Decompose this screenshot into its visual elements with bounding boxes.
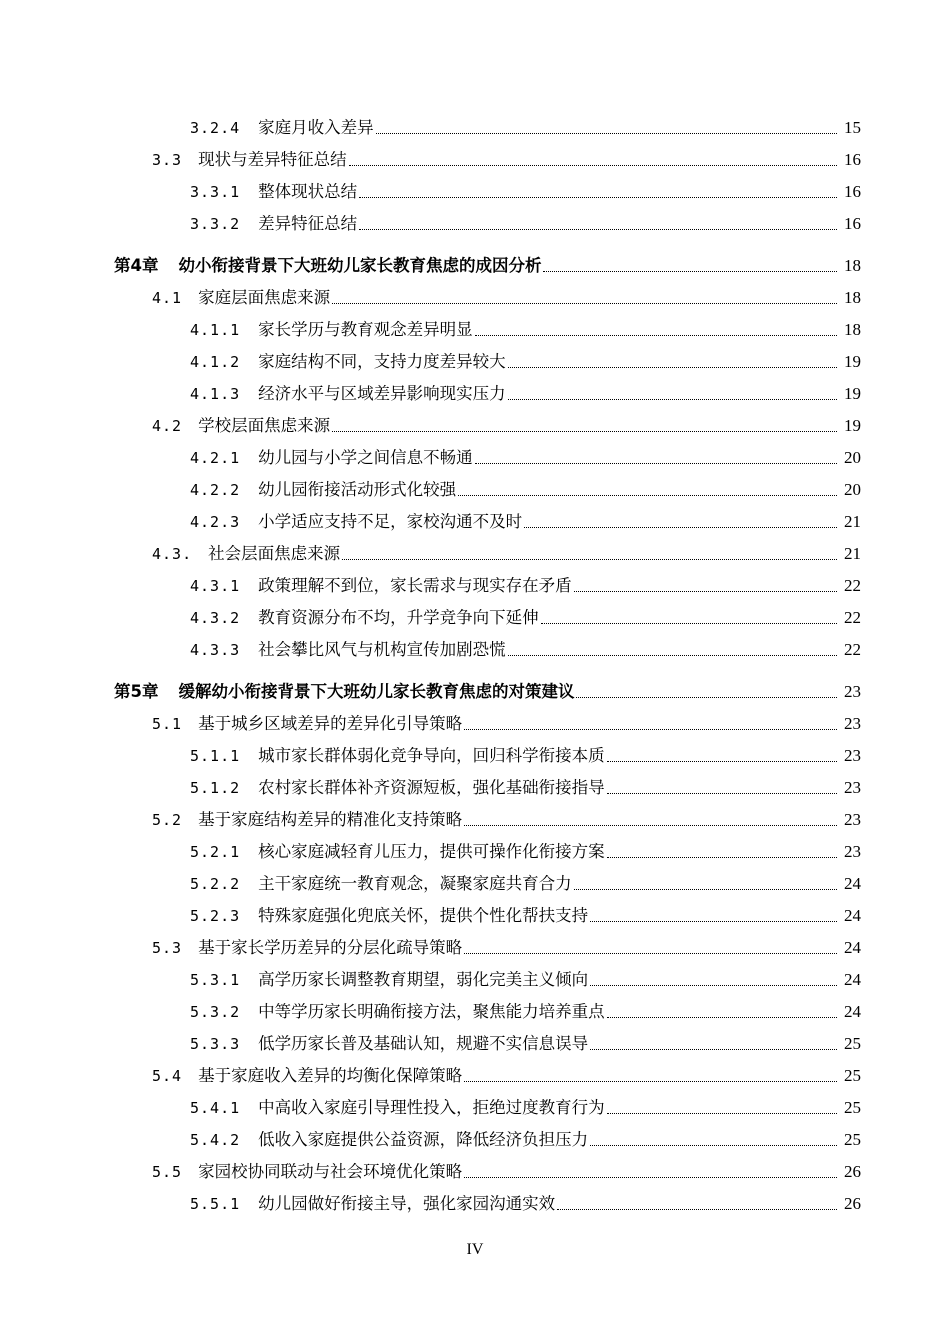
toc-entry-title: 幼儿园与小学之间信息不畅通 [258,448,473,467]
toc-entry-number: 5.2.2 [190,875,241,893]
dot-leader [332,303,837,304]
toc-entry-number: 3.2.4 [190,119,241,137]
toc-entry-page: 24 [844,906,861,925]
toc-entry[interactable] [190,1192,861,1216]
dot-leader [349,165,837,166]
toc-entry-number: 5.3.2 [190,1003,241,1021]
toc-entry[interactable] [190,1096,861,1120]
toc-entry-page: 20 [844,480,861,499]
toc-entry-page: 26 [844,1194,861,1213]
toc-entry-number: 4.1.1 [190,321,241,339]
toc-entry[interactable] [190,180,861,204]
dot-leader [508,367,837,368]
toc-entry-page: 15 [844,118,861,137]
toc-entry[interactable] [152,1160,861,1184]
toc-entry-page: 23 [844,746,861,765]
toc-entry[interactable] [190,350,861,374]
toc-entry-number: 3.3.1 [190,183,241,201]
toc-entry-title: 中高收入家庭引导理性投入，拒绝过度教育行为 [258,1098,605,1117]
toc-entry[interactable] [190,116,861,140]
toc-entry[interactable] [190,1128,861,1152]
toc-entry-title: 基于家庭收入差异的均衡化保障策略 [198,1066,463,1085]
dot-leader [332,431,837,432]
toc-entry-number: 5.5 [152,1163,183,1181]
toc-entry-page: 22 [844,608,861,627]
toc-entry[interactable] [152,414,861,438]
toc-entry-page: 19 [844,416,861,435]
dot-leader [541,623,837,624]
toc-entry[interactable] [190,840,861,864]
toc-entry-number: 第4章 [114,256,159,275]
toc-entry[interactable] [190,478,861,502]
dot-leader [359,229,837,230]
dot-leader [475,335,837,336]
toc-entry[interactable] [190,872,861,896]
toc-entry-number: 5.3 [152,939,183,957]
toc-entry-number: 4.3.3 [190,641,241,659]
dot-leader [607,1017,837,1018]
toc-entry-title: 社会攀比风气与机构宣传加剧恐慌 [258,640,506,659]
toc-entry-title: 低收入家庭提供公益资源，降低经济负担压力 [258,1130,589,1149]
dot-leader [590,1049,837,1050]
toc-entry-number: 5.4.1 [190,1099,241,1117]
toc-entry-page: 19 [844,384,861,403]
toc-entry[interactable] [190,510,861,534]
toc-entry-title: 家长学历与教育观念差异明显 [258,320,473,339]
dot-leader [607,857,837,858]
toc-entry[interactable] [190,382,861,406]
toc-entry[interactable] [190,638,861,662]
toc-entry-page: 21 [844,512,861,531]
toc-entry-number: 4.2 [152,417,183,435]
toc-entry-title: 基于城乡区域差异的差异化引导策略 [198,714,463,733]
toc-entry[interactable] [152,712,861,736]
toc-entry[interactable] [114,680,861,704]
toc-entry-title: 政策理解不到位，家长需求与现实存在矛盾 [258,576,572,595]
toc-entry[interactable] [190,904,861,928]
toc-entry[interactable] [190,1032,861,1056]
dot-leader [574,889,837,890]
toc-entry[interactable] [190,318,861,342]
toc-entry-number: 4.2.2 [190,481,241,499]
toc-entry-page: 24 [844,938,861,957]
toc-entry-title: 核心家庭减轻育儿压力，提供可操作化衔接方案 [258,842,605,861]
toc-entry-title: 家园校协同联动与社会环境优化策略 [198,1162,463,1181]
toc-entry-number: 5.1.1 [190,747,241,765]
toc-entry-number: 4.3.1 [190,577,241,595]
toc-entry[interactable] [152,808,861,832]
toc-entry-title: 主干家庭统一教育观念，凝聚家庭共育合力 [258,874,572,893]
toc-entry-title: 特殊家庭强化兜底关怀，提供个性化帮扶支持 [258,906,589,925]
dot-leader [475,463,837,464]
dot-leader [464,1081,837,1082]
dot-leader [524,527,837,528]
toc-entry[interactable] [152,1064,861,1088]
toc-entry[interactable] [190,744,861,768]
dot-leader [574,591,837,592]
toc-entry-number: 5.1.2 [190,779,241,797]
dot-leader [508,399,837,400]
toc-entry[interactable] [152,286,861,310]
toc-entry-number: 4.3.2 [190,609,241,627]
toc-entry-number: 5.4 [152,1067,183,1085]
toc-entry-title: 缓解幼小衔接背景下大班幼儿家长教育焦虑的对策建议 [178,682,575,701]
toc-entry-page: 18 [844,288,861,307]
dot-leader [543,271,837,272]
dot-leader [376,133,837,134]
toc-entry-title: 基于家长学历差异的分层化疏导策略 [198,938,463,957]
toc-entry-title: 幼小衔接背景下大班幼儿家长教育焦虑的成因分析 [178,256,542,275]
toc-entry-title: 家庭结构不同，支持力度差异较大 [258,352,506,371]
toc-entry[interactable] [190,606,861,630]
toc-entry-page: 26 [844,1162,861,1181]
toc-entry-title: 整体现状总结 [258,182,358,201]
dot-leader [508,655,837,656]
toc-entry-page: 18 [844,320,861,339]
toc-entry[interactable] [190,1000,861,1024]
toc-entry-title: 城市家长群体弱化竞争导向，回归科学衔接本质 [258,746,605,765]
toc-entry-number: 5.3.1 [190,971,241,989]
toc-entry-page: 16 [844,150,861,169]
toc-entry-title: 高学历家长调整教育期望，弱化完美主义倾向 [258,970,589,989]
toc-entry-number: 5.2 [152,811,183,829]
toc-entry-page: 23 [844,778,861,797]
toc-entry-title: 学校层面焦虑来源 [198,416,331,435]
toc-entry-page: 25 [844,1066,861,1085]
toc-entry-page: 16 [844,182,861,201]
toc-entry-number: 3.3.2 [190,215,241,233]
toc-entry-page: 25 [844,1034,861,1053]
toc-entry-number: 4.1 [152,289,183,307]
dot-leader [590,985,837,986]
dot-leader [557,1209,837,1210]
toc-entry-page: 20 [844,448,861,467]
toc-entry-page: 25 [844,1130,861,1149]
dot-leader [590,1145,837,1146]
toc-entry-number: 5.1 [152,715,183,733]
dot-leader [359,197,837,198]
toc-entry-number: 5.5.1 [190,1195,241,1213]
toc-entry-number: 4.3. [152,545,193,563]
toc-entry-title: 中等学历家长明确衔接方法，聚焦能力培养重点 [258,1002,605,1021]
toc-entry-title: 社会层面焦虑来源 [208,544,341,563]
toc-entry[interactable] [190,776,861,800]
toc-entry-title: 小学适应支持不足，家校沟通不及时 [258,512,523,531]
toc-entry-title: 教育资源分布不均，升学竞争向下延伸 [258,608,539,627]
toc-entry-page: 22 [844,576,861,595]
toc-entry-title: 家庭层面焦虑来源 [198,288,331,307]
dot-leader [590,921,837,922]
dot-leader [464,729,837,730]
toc-entry[interactable] [190,212,861,236]
toc-entry-number: 第5章 [114,682,159,701]
toc-entry-title: 农村家长群体补齐资源短板，强化基础衔接指导 [258,778,605,797]
toc-entry-page: 24 [844,1002,861,1021]
toc-entry-title: 幼儿园衔接活动形式化较强 [258,480,457,499]
toc-entry[interactable] [114,254,861,278]
toc-entry[interactable] [152,936,861,960]
toc-entry-number: 5.2.3 [190,907,241,925]
dot-leader [342,559,837,560]
toc-entry-number: 4.2.1 [190,449,241,467]
toc-entry-number: 5.4.2 [190,1131,241,1149]
toc-entry[interactable] [190,574,861,598]
toc-entry[interactable] [190,446,861,470]
toc-entry-title: 幼儿园做好衔接主导，强化家园沟通实效 [258,1194,556,1213]
toc-entry-page: 23 [844,682,861,701]
toc-entry-page: 22 [844,640,861,659]
toc-entry-number: 5.3.3 [190,1035,241,1053]
dot-leader [464,953,837,954]
toc-entry-title: 经济水平与区域差异影响现实压力 [258,384,506,403]
page-number: IV [466,1241,484,1258]
dot-leader [464,1177,837,1178]
dot-leader [464,825,837,826]
toc-entry-page: 16 [844,214,861,233]
toc-entry-title: 差异特征总结 [258,214,358,233]
toc-entry-page: 19 [844,352,861,371]
toc-entry-page: 23 [844,810,861,829]
dot-leader [576,697,837,698]
toc-entry-number: 3.3 [152,151,183,169]
dot-leader [607,793,837,794]
toc-entry-number: 4.1.3 [190,385,241,403]
toc-entry-title: 低学历家长普及基础认知，规避不实信息误导 [258,1034,589,1053]
toc-entry-page: 23 [844,842,861,861]
toc-entry-page: 23 [844,714,861,733]
toc-entry[interactable] [152,148,861,172]
toc-entry-title: 基于家庭结构差异的精准化支持策略 [198,810,463,829]
dot-leader [607,1113,837,1114]
toc-entry-title: 家庭月收入差异 [258,118,374,137]
toc-entry-page: 21 [844,544,861,563]
toc-entry-number: 4.1.2 [190,353,241,371]
dot-leader [607,761,837,762]
toc-entry-page: 24 [844,874,861,893]
toc-entry-page: 18 [844,256,861,275]
toc-entry-number: 5.2.1 [190,843,241,861]
toc-entry-number: 4.2.3 [190,513,241,531]
dot-leader [458,495,837,496]
toc-entry-page: 25 [844,1098,861,1117]
toc-entry-title: 现状与差异特征总结 [198,150,347,169]
toc-entry[interactable] [190,968,861,992]
toc-entry-page: 24 [844,970,861,989]
toc-entry[interactable] [152,542,861,566]
